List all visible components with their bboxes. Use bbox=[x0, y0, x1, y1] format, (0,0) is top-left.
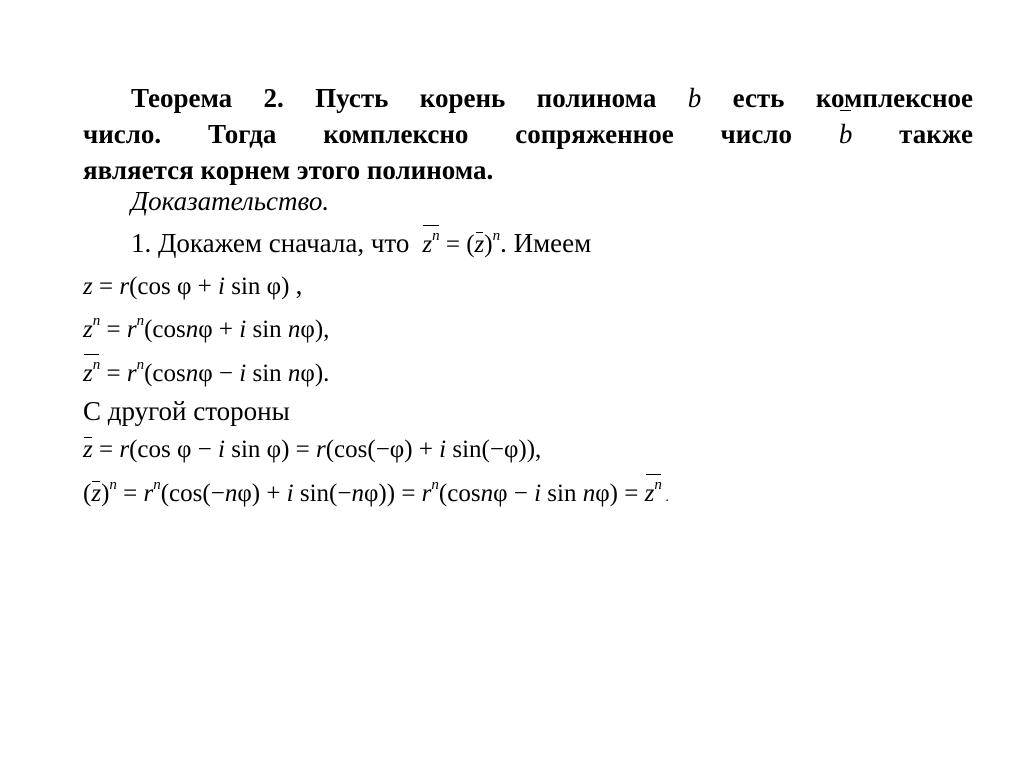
formula-z-conj-power: $(z)^n = r^n(\cos(-n\varphi) + i$ $\sin(-n\varphi)) = r^n(\cos n\varphi - i$ $\sin n\varphi) = z^n$ . bbox=[83, 477, 669, 507]
formula-zn-conj-identity: $z^n = (z)^n$ bbox=[422, 228, 501, 258]
other-side-label: С другой стороны bbox=[83, 396, 290, 426]
formula-z-trig: z = r(cos φ + i sin φ) , bbox=[83, 270, 303, 300]
theorem-line-3: является корнем этого полинома. bbox=[83, 155, 494, 185]
conjugate-b: b bbox=[839, 116, 853, 152]
formula-zn-conj: $z^n = r^n(\cos n\varphi - i$ sin nφ). bbox=[83, 357, 330, 387]
proof-step-1: 1. Докажем сначала, что $z^n = (z)^n$. Имеем bbox=[131, 228, 592, 258]
theorem-line-2: число. Тогда комплексно сопряженное число b также bbox=[83, 116, 973, 152]
formula-z-conj: z = r(cos φ − i sin φ) = r(cos(−φ) + i sin(−φ)), bbox=[83, 436, 542, 463]
theorem-line-1: Теорема 2. Пусть корень полинома b есть комплексное bbox=[131, 83, 974, 113]
formula-zn: $z^n = r^n(\cos n\varphi + i$ sin nφ), bbox=[83, 313, 330, 343]
theorem-statement bbox=[83, 80, 973, 188]
proof-label: Доказательство. bbox=[131, 186, 330, 216]
